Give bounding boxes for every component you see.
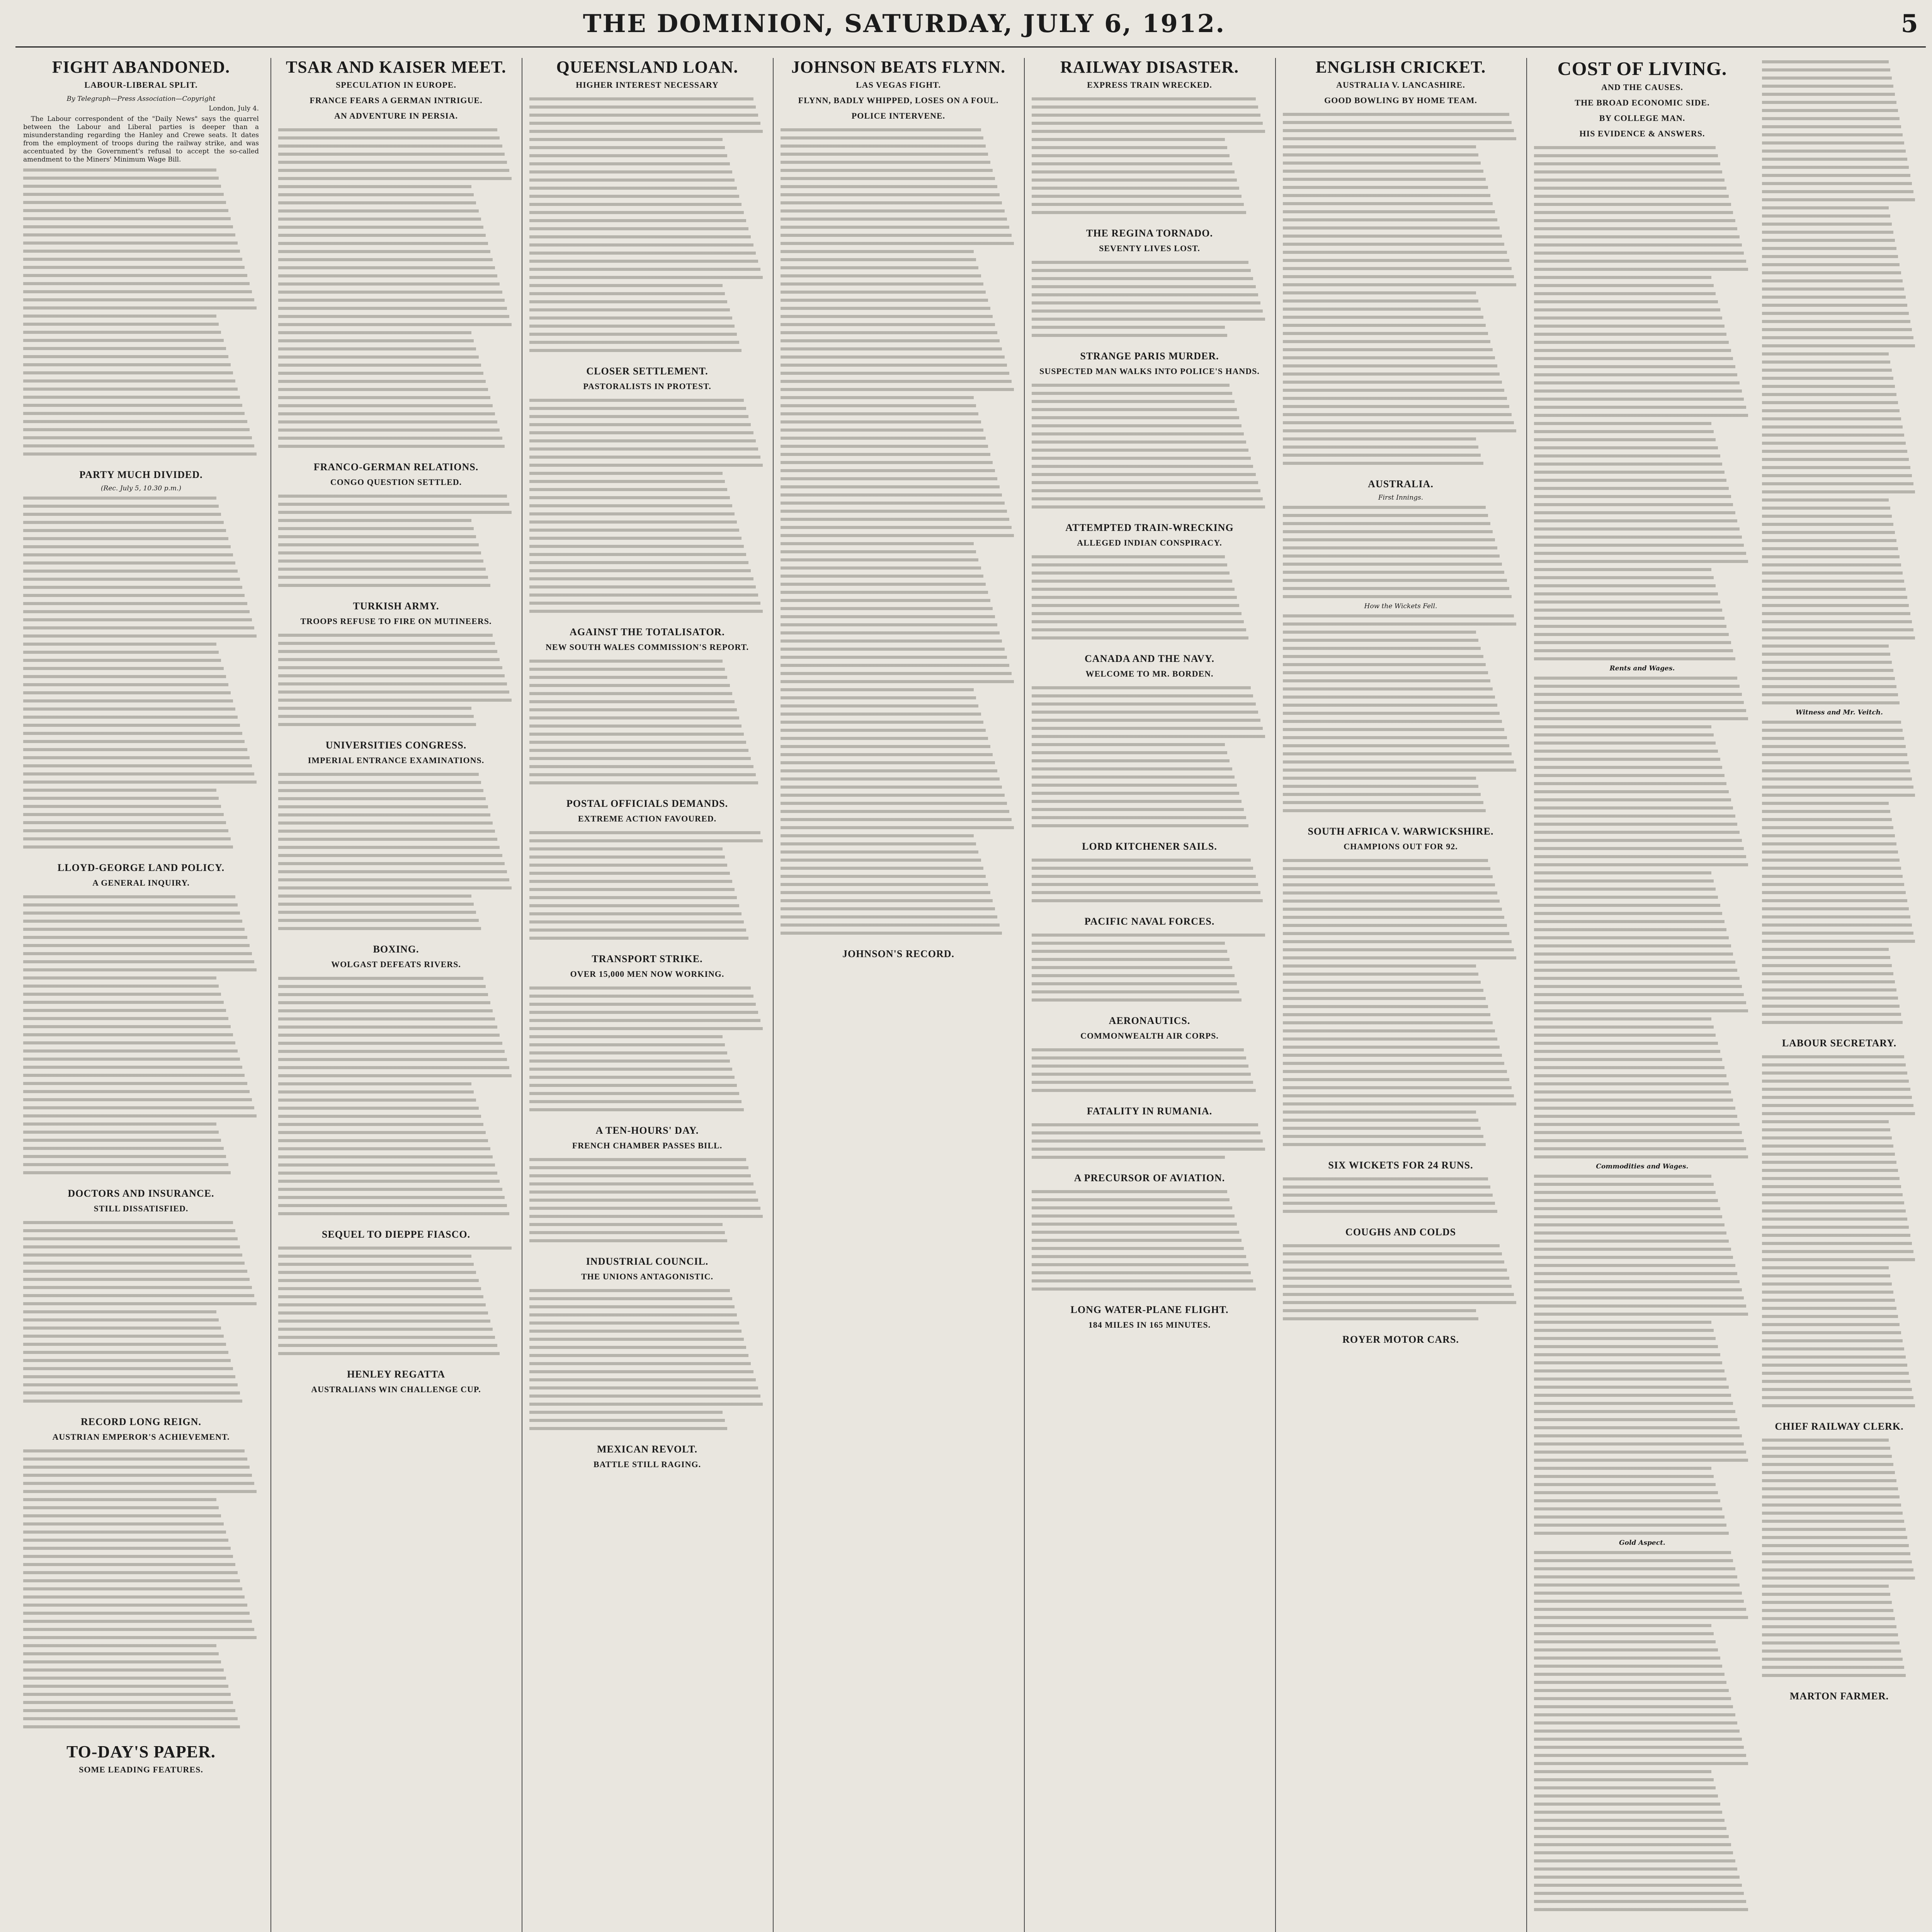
headline: INDUSTRIAL COUNCIL.: [586, 1256, 709, 1267]
headline: UNIVERSITIES CONGRESS.: [325, 740, 467, 751]
body-text: [1534, 1172, 1750, 1537]
body-text: [529, 829, 765, 942]
headline: THE REGINA TORNADO.: [1086, 228, 1213, 239]
headline: JOHNSON'S RECORD.: [842, 948, 955, 959]
subhead: WELCOME TO MR. BORDEN.: [1085, 669, 1214, 679]
headline: CHIEF RAILWAY CLERK.: [1775, 1421, 1904, 1432]
headline: LABOUR SECRETARY.: [1782, 1037, 1897, 1049]
headline: TRANSPORT STRIKE.: [592, 953, 703, 964]
subhead: EXTREME ACTION FAVOURED.: [578, 814, 717, 823]
headline: SIX WICKETS FOR 24 RUNS.: [1328, 1160, 1473, 1171]
column-rule: [270, 58, 271, 1932]
column-1: [23, 58, 259, 1932]
body-text: [23, 893, 259, 1177]
column-rule: [1526, 58, 1527, 1932]
body-text: [529, 396, 765, 616]
body-text: [1283, 111, 1519, 468]
column-rule: [773, 58, 774, 1932]
body-text: [1032, 259, 1267, 340]
advertisement-headline: COUGHS AND COLDS: [1345, 1226, 1456, 1238]
column-5: [1032, 58, 1267, 1932]
body-text: [1283, 857, 1519, 1149]
headline: CANADA AND THE NAVY.: [1085, 653, 1214, 664]
column-2: [278, 58, 514, 1932]
body-text: [1032, 1046, 1267, 1095]
headline: MEXICAN REVOLT.: [597, 1444, 698, 1455]
subhead: AN ADVENTURE IN PERSIA.: [334, 111, 458, 121]
body-text: [23, 1219, 259, 1405]
body-text: [1534, 674, 1750, 1161]
column-3: [529, 58, 765, 1932]
headline: FRANCO-GERMAN RELATIONS.: [313, 461, 479, 473]
dateline: London, July 4.: [209, 105, 259, 112]
body-text: [1032, 1188, 1267, 1293]
body-text: [278, 631, 514, 729]
body-text: [23, 1447, 259, 1731]
body-text: [278, 770, 514, 933]
subhead: OVER 15,000 MEN NOW WORKING.: [570, 969, 724, 979]
subhead: CHAMPIONS OUT FOR 92.: [1344, 842, 1458, 851]
subhead: THE BROAD ECONOMIC SIDE.: [1575, 98, 1710, 107]
body-text: [529, 1287, 765, 1433]
body-text: [1032, 95, 1267, 217]
body-text: [278, 1244, 514, 1358]
section-subhead: Gold Aspect.: [1619, 1539, 1665, 1547]
subhead: GOOD BOWLING BY HOME TEAM.: [1324, 95, 1477, 105]
column-4: [781, 58, 1016, 1932]
column-rule: [1024, 58, 1025, 1932]
body-text: [278, 975, 514, 1218]
subhead: FLYNN, BADLY WHIPPED, LOSES ON A FOUL.: [798, 95, 999, 105]
body-text: [781, 126, 1016, 937]
subhead: CONGO QUESTION SETTLED.: [330, 477, 462, 487]
received-time: (Rec. July 5, 10.30 p.m.): [100, 485, 182, 492]
column-6: [1283, 58, 1519, 1932]
body-text: [1762, 718, 1917, 1027]
body-text: [1032, 684, 1267, 830]
headline: SOUTH AFRICA V. WARWICKSHIRE.: [1308, 826, 1494, 837]
headline: DOCTORS AND INSURANCE.: [68, 1188, 214, 1199]
subhead: 184 MILES IN 165 MINUTES.: [1088, 1320, 1211, 1330]
body-text: [1032, 856, 1267, 905]
headline: FATALITY IN RUMANIA.: [1087, 1105, 1213, 1117]
subhead: HIS EVIDENCE & ANSWERS.: [1579, 129, 1705, 138]
subhead: LABOUR-LIBERAL SPLIT.: [84, 80, 198, 90]
headline: QUEENSLAND LOAN.: [556, 58, 738, 77]
body-text: [1283, 1175, 1519, 1216]
headline: ATTEMPTED TRAIN-WRECKING: [1065, 522, 1234, 533]
headline: PARTY MUCH DIVIDED.: [79, 469, 203, 480]
headline: JOHNSON BEATS FLYNN.: [791, 58, 1006, 77]
body-text: [529, 1156, 765, 1245]
advertisement-text: [1283, 1242, 1519, 1323]
headline: BOXING.: [373, 944, 419, 955]
headline: TO-DAY'S PAPER.: [66, 1742, 216, 1761]
subhead: SEVENTY LIVES LOST.: [1099, 243, 1200, 253]
subhead: AUSTRIAN EMPEROR'S ACHIEVEMENT.: [52, 1432, 230, 1442]
body-text: [1032, 1121, 1267, 1162]
headline: A PRECURSOR OF AVIATION.: [1074, 1172, 1225, 1184]
subhead: BATTLE STILL RAGING.: [593, 1459, 701, 1469]
headline: TURKISH ARMY.: [353, 600, 439, 612]
column-7: [1534, 58, 1920, 1932]
body-text: [1762, 1053, 1917, 1410]
subhead: EXPRESS TRAIN WRECKED.: [1087, 80, 1212, 90]
subhead: A GENERAL INQUIRY.: [92, 878, 190, 888]
headline: RAILWAY DISASTER.: [1060, 58, 1239, 77]
cost-of-living-article: [1534, 58, 1750, 1914]
subhead: AUSTRALIANS WIN CHALLENGE CUP.: [311, 1384, 481, 1394]
body-text: [1534, 1549, 1750, 1914]
advertisement-headline: ROYER MOTOR CARS.: [1342, 1334, 1459, 1345]
body-text: [1762, 1436, 1917, 1680]
body-text: [1032, 381, 1267, 511]
subhead: FRENCH CHAMBER PASSES BILL.: [572, 1141, 723, 1150]
column-rule: [1275, 58, 1276, 1932]
masthead: [15, 8, 1926, 48]
wickets-title: How the Wickets Fell.: [1364, 602, 1437, 610]
subhead: WOLGAST DEFEATS RIVERS.: [331, 959, 461, 969]
headline: SEQUEL TO DIEPPE FIASCO.: [321, 1229, 471, 1240]
article-paragraph: The Labour correspondent of the "Daily News" says the quarrel between the Labour and Liberal parties is deeper than a misunderstanding regarding the Hanley and Crewe seats. It dates from the employment of troops during the railway strike, and was accentuated by the Government's refusal to accept the so-called amendment to the Miners' Minimum Wage Bill.: [23, 115, 259, 163]
body-text: [529, 95, 765, 355]
headline: AERONAUTICS.: [1109, 1015, 1190, 1026]
headline: COST OF LIVING.: [1557, 58, 1727, 79]
subhead: THE UNIONS ANTAGONISTIC.: [581, 1272, 714, 1281]
headline: LLOYD-GEORGE LAND POLICY.: [57, 862, 225, 873]
scorecard: [1283, 503, 1519, 601]
body-text: [529, 984, 765, 1114]
body-text: [278, 492, 514, 590]
subhead: IMPERIAL ENTRANCE EXAMINATIONS.: [308, 755, 485, 765]
body-text: [1032, 931, 1267, 1004]
subhead: BY COLLEGE MAN.: [1599, 113, 1685, 123]
body-text: [23, 166, 259, 458]
body-text: [23, 494, 259, 851]
subhead: HIGHER INTEREST NECESSARY: [576, 80, 719, 90]
page-number: 5: [1901, 9, 1918, 38]
headline: STRANGE PARIS MURDER.: [1080, 350, 1219, 362]
subhead: AUSTRALIA V. LANCASHIRE.: [1336, 80, 1465, 90]
body-text: [529, 657, 765, 787]
scorecard-subtitle: First Innings.: [1378, 494, 1423, 502]
body-text: [1534, 144, 1750, 663]
subhead: LAS VEGAS FIGHT.: [856, 80, 941, 90]
headline: LORD KITCHENER SAILS.: [1082, 841, 1217, 852]
subhead: NEW SOUTH WALES COMMISSION'S REPORT.: [545, 642, 749, 652]
section-subhead: Commodities and Wages.: [1596, 1163, 1689, 1170]
subhead: AND THE CAUSES.: [1601, 82, 1684, 92]
subhead: FRANCE FEARS A GERMAN INTRIGUE.: [310, 95, 483, 105]
subhead: COMMONWEALTH AIR CORPS.: [1080, 1031, 1219, 1041]
subhead: POLICE INTERVENE.: [851, 111, 946, 121]
headline: MARTON FARMER.: [1789, 1690, 1889, 1702]
headline: TSAR AND KAISER MEET.: [286, 58, 507, 77]
headline: FIGHT ABANDONED.: [52, 58, 230, 77]
section-subhead: Rents and Wages.: [1609, 665, 1675, 672]
headline: POSTAL OFFICIALS DEMANDS.: [566, 798, 728, 809]
subhead: TROOPS REFUSE TO FIRE ON MUTINEERS.: [300, 616, 492, 626]
headline: AGAINST THE TOTALISATOR.: [570, 626, 725, 638]
subhead: SOME LEADING FEATURES.: [79, 1765, 203, 1774]
headline: PACIFIC NAVAL FORCES.: [1084, 916, 1215, 927]
headline: LONG WATER-PLANE FLIGHT.: [1070, 1304, 1229, 1315]
headline: A TEN-HOURS' DAY.: [595, 1125, 699, 1136]
body-text: [1762, 58, 1917, 707]
body-text: [278, 126, 514, 451]
headline: ENGLISH CRICKET.: [1315, 58, 1486, 77]
wire-credit: By Telegraph—Press Association—Copyright: [66, 95, 216, 103]
body-text: [1283, 612, 1519, 815]
subhead: PASTORALISTS IN PROTEST.: [583, 381, 711, 391]
page-title: THE DOMINION, SATURDAY, JULY 6, 1912.: [583, 9, 1226, 38]
body-text: [1032, 553, 1267, 642]
headline: HENLEY REGATTA: [347, 1369, 446, 1380]
headline: CLOSER SETTLEMENT.: [586, 366, 708, 377]
hearing-continued: [1762, 58, 1917, 1706]
section-subhead: Witness and Mr. Veitch.: [1796, 709, 1883, 716]
subhead: STILL DISSATISFIED.: [94, 1204, 189, 1213]
subhead: ALLEGED INDIAN CONSPIRACY.: [1077, 538, 1222, 548]
headline: RECORD LONG REIGN.: [81, 1416, 201, 1427]
subhead: SUSPECTED MAN WALKS INTO POLICE'S HANDS.: [1039, 366, 1260, 376]
subhead: SPECULATION IN EUROPE.: [336, 80, 456, 90]
scorecard-title: AUSTRALIA.: [1368, 478, 1434, 490]
